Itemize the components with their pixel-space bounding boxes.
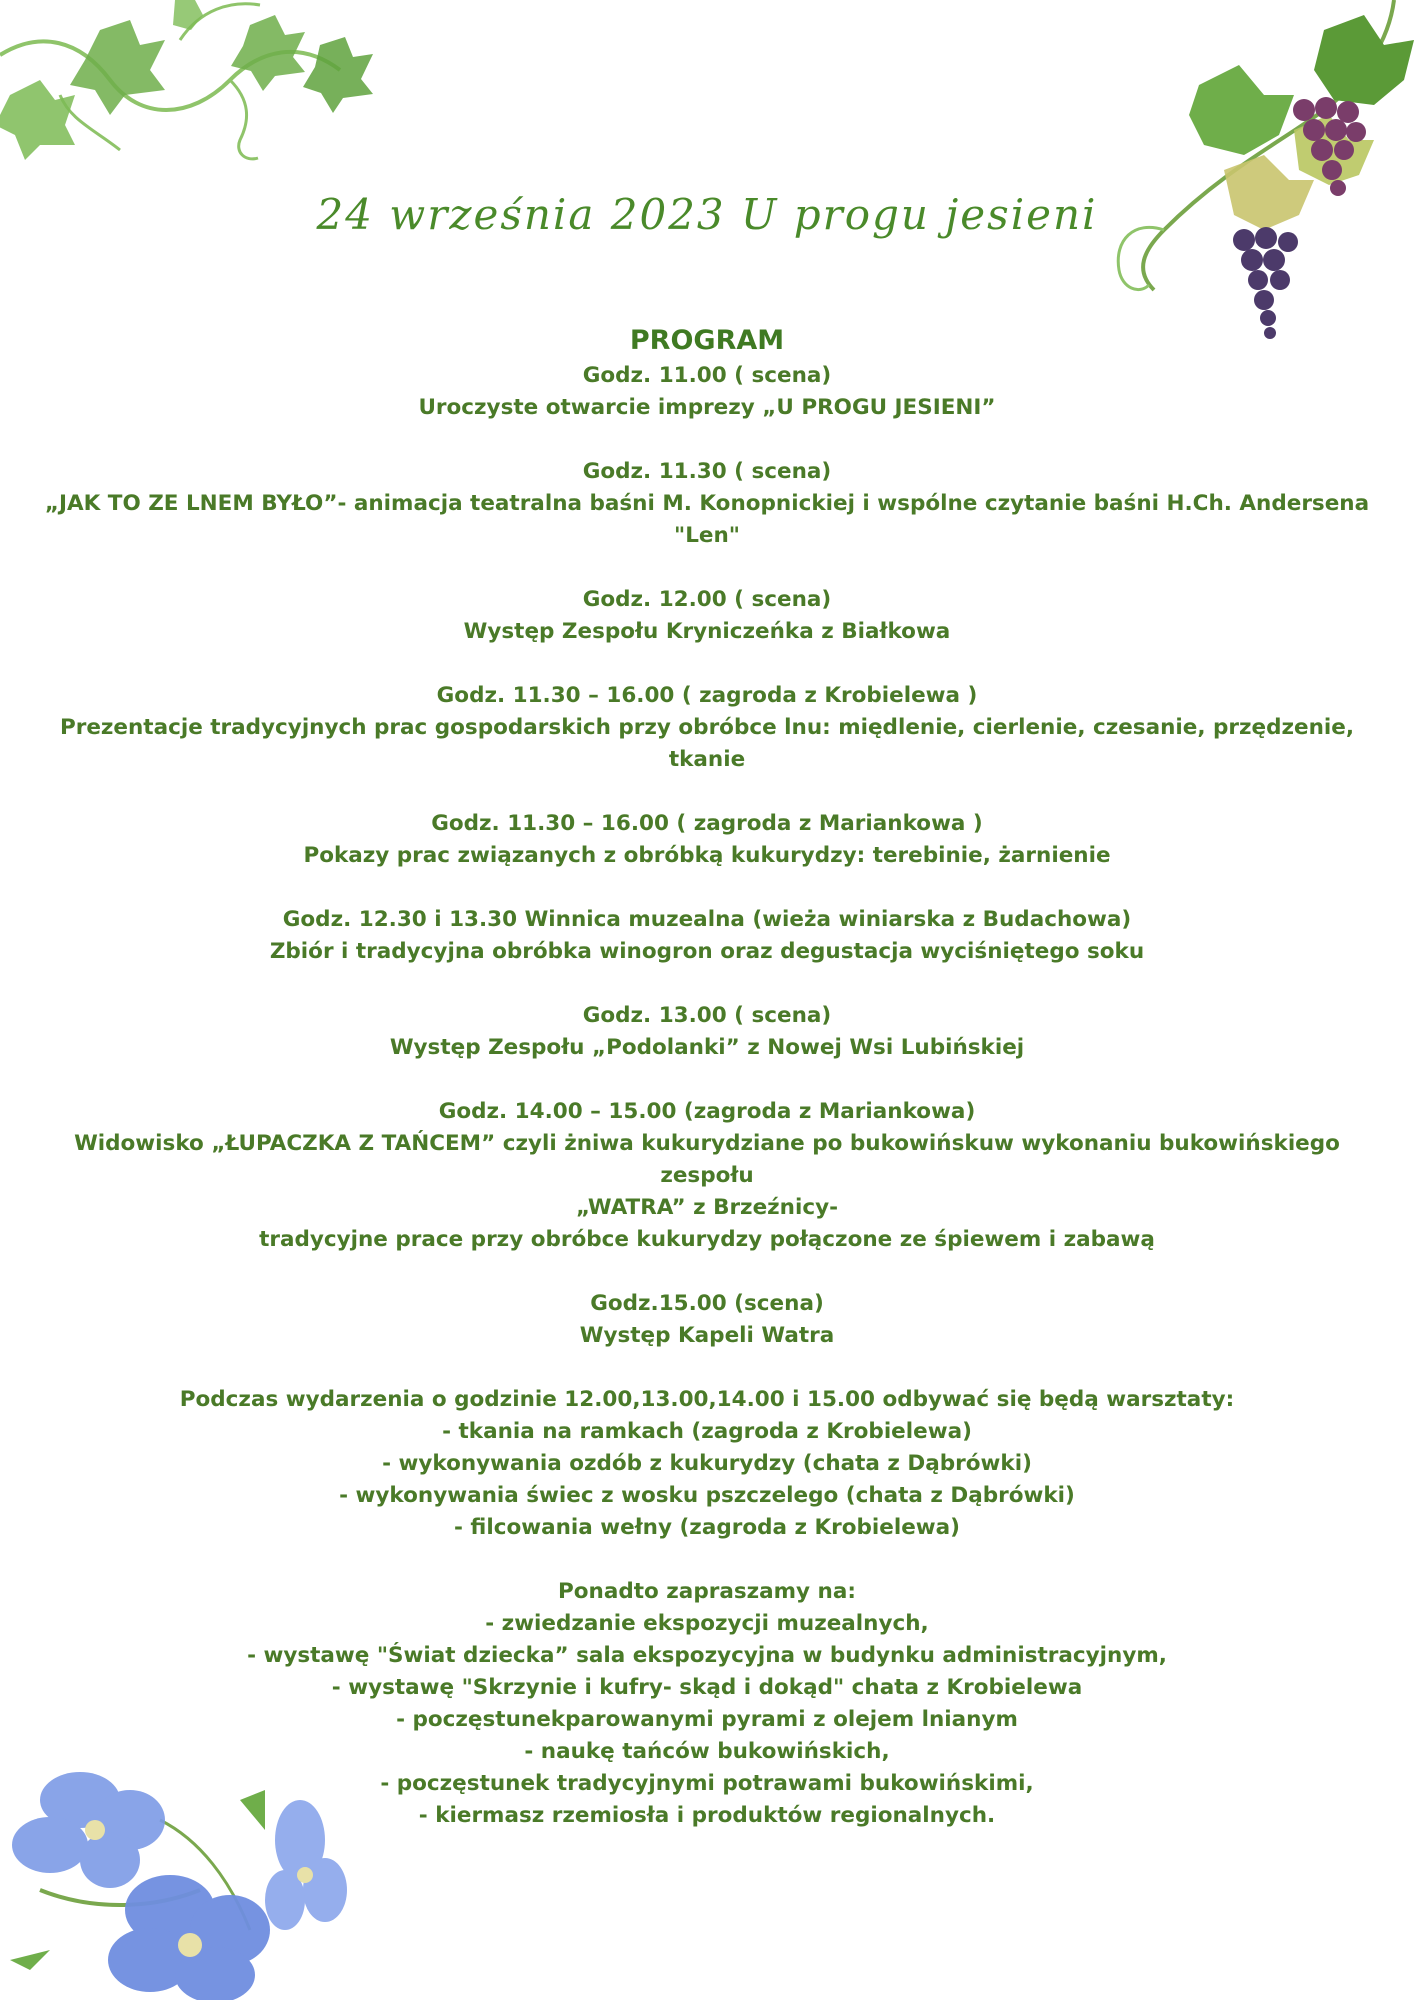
invitation-item: - wystawę "Skrzynie i kufry- skąd i dokąd" chata z Krobielewa bbox=[331, 1675, 1083, 1700]
entry-time: Godz. 12.30 i 13.30 Winnica muzealna (wieża winiarska z Budachowa) bbox=[282, 907, 1132, 932]
grapes-icon bbox=[1094, 0, 1414, 345]
entry-time: Godz. 12.00 ( scena) bbox=[582, 587, 832, 612]
invitations-intro: Ponadto zapraszamy na: bbox=[558, 1579, 856, 1604]
program-entry bbox=[30, 360, 1384, 424]
entry-description: Prezentacje tradycyjnych prac gospodarskich przy obróbce lnu: międlenie, cierlenie, czesanie, przędzenie, tkanie bbox=[59, 715, 1355, 772]
program-entry bbox=[30, 1288, 1384, 1352]
program-entry bbox=[30, 1096, 1384, 1256]
entry-description: Występ Zespołu „Podolanki” z Nowej Wsi Lubińskiej bbox=[389, 1035, 1025, 1060]
entry-description: „JAK TO ZE LNEM BYŁO”- animacja teatralna baśni M. Konopnickiej i wspólne czytanie baśni H.Ch. Andersena bbox=[44, 491, 1370, 516]
entry-description: tradycyjne prace przy obróbce kukurydzy połączone ze śpiewem i zabawą bbox=[259, 1227, 1155, 1252]
invitation-item: - kiermasz rzemiosła i produktów regionalnych. bbox=[418, 1803, 996, 1828]
entry-time: Godz. 13.00 ( scena) bbox=[582, 1003, 832, 1028]
workshop-item: - tkania na ramkach (zagroda z Krobielewa) bbox=[442, 1419, 972, 1444]
entry-time: Godz. 11.30 – 16.00 ( zagroda z Mariankowa ) bbox=[431, 811, 983, 836]
entry-time: Godz.15.00 (scena) bbox=[590, 1291, 824, 1316]
program-entry bbox=[30, 808, 1384, 872]
entry-description: Pokazy prac związanych z obróbką kukurydzy: terebinie, żarnienie bbox=[303, 843, 1111, 868]
workshop-item: - filcowania wełny (zagroda z Krobielewa) bbox=[453, 1515, 961, 1540]
entry-description: Występ Kapeli Watra bbox=[579, 1323, 835, 1348]
entry-description: Widowisko „ŁUPACZKA Z TAŃCEM” czyli żniwa kukurydziane po bukowińskuw wykonaniu bukowińskiego zespołu bbox=[74, 1131, 1340, 1188]
program-entry bbox=[30, 680, 1384, 776]
workshop-item: - wykonywania świec z wosku pszczelego (chata z Dąbrówki) bbox=[339, 1483, 1075, 1508]
program-section bbox=[30, 322, 1384, 1864]
entry-description: Zbiór i tradycyjna obróbka winogron oraz degustacja wyciśniętego soku bbox=[269, 939, 1145, 964]
entry-description: Uroczyste otwarcie imprezy „U PROGU JESIENI” bbox=[418, 395, 996, 420]
invitations-section bbox=[30, 1576, 1384, 1832]
program-entry bbox=[30, 584, 1384, 648]
workshops-section bbox=[30, 1384, 1384, 1544]
entry-time: Godz. 11.30 – 16.00 ( zagroda z Krobielewa ) bbox=[436, 683, 978, 708]
vine-leaves-icon bbox=[0, 0, 400, 190]
entry-time: Godz. 11.00 ( scena) bbox=[582, 363, 832, 388]
entry-description: "Len" bbox=[674, 523, 740, 548]
invitation-item: - zwiedzanie ekspozycji muzealnych, bbox=[485, 1611, 929, 1636]
entry-description: Występ Zespołu Kryniczeńka z Białkowa bbox=[463, 619, 951, 644]
invitation-item: - poczęstunek tradycyjnymi potrawami bukowińskimi, bbox=[380, 1771, 1034, 1796]
entry-description: „WATRA” z Brzeźnicy- bbox=[575, 1195, 839, 1220]
invitation-item: - wystawę "Świat dziecka” sala ekspozycyjna w budynku administracyjnym, bbox=[247, 1643, 1167, 1668]
workshops-intro: Podczas wydarzenia o godzinie 12.00,13.00,14.00 i 15.00 odbywać się będą warsztaty: bbox=[179, 1387, 1235, 1412]
entry-time: Godz. 11.30 ( scena) bbox=[582, 459, 832, 484]
program-entry bbox=[30, 904, 1384, 968]
invitation-item: - naukę tańców bukowińskich, bbox=[524, 1739, 890, 1764]
entry-time: Godz. 14.00 – 15.00 (zagroda z Mariankowa) bbox=[438, 1099, 976, 1124]
program-heading: PROGRAM bbox=[629, 325, 785, 356]
workshop-item: - wykonywania ozdób z kukurydzy (chata z Dąbrówki) bbox=[382, 1451, 1032, 1476]
invitation-item: - poczęstunekparowanymi pyrami z olejem lnianym bbox=[396, 1707, 1018, 1732]
program-entry bbox=[30, 1000, 1384, 1064]
program-entry bbox=[30, 456, 1384, 552]
page-title: 24 września 2023 U progu jesieni bbox=[316, 190, 1098, 239]
